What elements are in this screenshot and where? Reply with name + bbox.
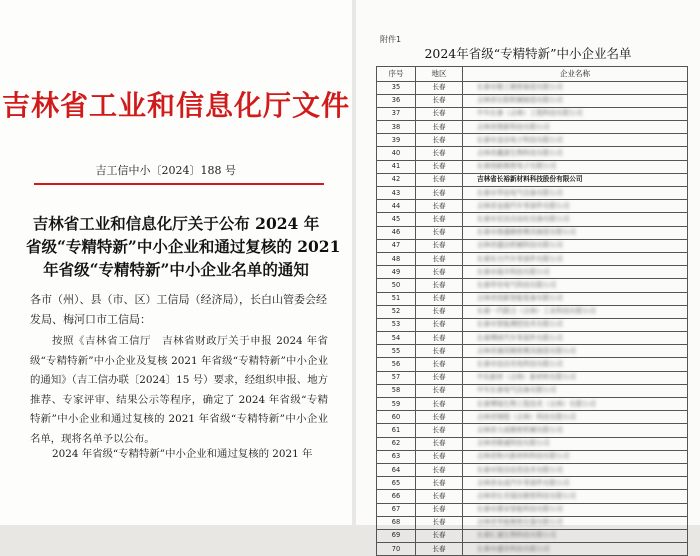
row-number [377, 213, 416, 226]
row-company-name [463, 160, 688, 173]
row-number [377, 200, 416, 213]
row-company-name-text: 长春市鼎盛精密模具制造有限公司 [477, 228, 576, 237]
body-paragraph: 按照《吉林省工信厅 吉林省财政厅关于申报 2024 年省级“专精特新”中小企业及复核 2021 年省级“专精特新”中小企业的通知》（吉工信办联〔2024〕15 号）要求，经组织申报、地方推荐、专家评审、结果公示等程序，确定了 2024 年省级“专精特新”中小企业和通过复核的 2021 年省级“专精特新”中小企业名单，现将名单予以公布。 [30, 335, 328, 445]
row-company-name [463, 213, 688, 226]
table-row [377, 490, 688, 503]
table-row [377, 411, 688, 424]
row-company-name [463, 490, 688, 503]
row-area [416, 411, 463, 424]
row-area-text: 长春 [432, 505, 446, 514]
row-number-text: 48 [391, 254, 401, 263]
row-company-name-text: 长春市瑞丰科技有限公司 [477, 267, 550, 276]
row-company-name-text: 长春市智能测控技术有限公司 [477, 320, 563, 329]
row-area-text: 长春 [432, 214, 446, 223]
row-number-text: 68 [391, 518, 401, 527]
row-number-text: 62 [391, 439, 401, 448]
row-company-name [463, 371, 688, 384]
row-area [416, 81, 463, 94]
row-number-text: 42 [391, 175, 401, 184]
table-row [377, 371, 688, 384]
row-number-text: 41 [391, 162, 401, 171]
table-row [377, 516, 688, 529]
row-number-text: 61 [391, 425, 401, 434]
title-line: 省级“专精特新”中小企业和通过复核的 2021 [26, 237, 341, 256]
row-company-name [463, 147, 688, 160]
row-area [416, 187, 463, 200]
row-number [377, 543, 416, 556]
row-area-text: 长春 [432, 425, 446, 434]
row-area [416, 345, 463, 358]
row-area-text: 长春 [432, 294, 446, 303]
row-company-name-text: 长春市精工精密制造有限公司 [477, 83, 563, 92]
row-number [377, 279, 416, 292]
table-row [377, 213, 688, 226]
row-area-text: 长春 [432, 478, 446, 487]
row-company-name-text: 吉林省鑫源生物科技有限公司 [477, 149, 563, 158]
table-row [377, 173, 688, 186]
row-company-name [463, 187, 688, 200]
row-company-name-text: 长春华安电气科技有限公司 [477, 280, 557, 289]
row-number [377, 147, 416, 160]
row-company-name-text: 吉林省永成汽车零部件有限公司 [477, 478, 570, 487]
row-area [416, 305, 463, 318]
table-row [377, 358, 688, 371]
row-company-name [463, 463, 688, 476]
row-area [416, 543, 463, 556]
row-number [377, 134, 416, 147]
row-number-text: 55 [391, 346, 401, 355]
row-number-text: 37 [391, 109, 401, 118]
row-company-name-text: 吉林省长阳机械制造有限公司 [477, 96, 563, 105]
row-company-name-text: 长春博研汽车零部件有限公司 [477, 333, 563, 342]
row-number [377, 503, 416, 516]
row-area-text: 长春 [432, 135, 446, 144]
row-company-name-text: 长春博瑞生物工程技术（吉林）有限公司 [477, 399, 596, 408]
title-line: 年省级“专精特新”中小企业名单的通知 [43, 260, 309, 279]
table-row [377, 292, 688, 305]
row-number [377, 345, 416, 358]
table-row [377, 239, 688, 252]
row-number-text: 69 [391, 531, 401, 540]
row-company-name-text: 吉林省精诚科技有限公司 [477, 439, 550, 448]
row-area [416, 318, 463, 331]
row-company-name [463, 332, 688, 345]
table-row [377, 543, 688, 556]
row-area [416, 529, 463, 542]
row-number-text: 53 [391, 320, 401, 329]
row-company-name [463, 107, 688, 120]
row-area [416, 477, 463, 490]
row-area [416, 490, 463, 503]
table-row [377, 147, 688, 160]
document-title [26, 212, 341, 281]
row-company-name [463, 450, 688, 463]
row-number [377, 450, 416, 463]
row-area [416, 160, 463, 173]
row-area-text: 长春 [432, 360, 446, 369]
row-number [377, 529, 416, 542]
row-company-name [463, 516, 688, 529]
row-area-text: 长春 [432, 307, 446, 316]
table-row [377, 437, 688, 450]
row-company-name-text: 长春市信达光电科技有限公司 [477, 360, 563, 369]
row-company-name [463, 503, 688, 516]
row-company-name-text: 长春市华信电气设备有限公司 [477, 188, 563, 197]
row-area [416, 252, 463, 265]
row-company-name [463, 266, 688, 279]
row-company-name [463, 121, 688, 134]
row-area-text: 长春 [432, 386, 446, 395]
table-row [377, 384, 688, 397]
table-row [377, 318, 688, 331]
row-area [416, 503, 463, 516]
row-area-text: 长春 [432, 254, 446, 263]
column-header-area: 地区 [416, 67, 463, 82]
table-row [377, 424, 688, 437]
row-number [377, 292, 416, 305]
row-company-name [463, 226, 688, 239]
row-company-name-text: 长春创新精密电子有限公司 [477, 162, 557, 171]
list-page [356, 0, 700, 553]
row-area [416, 200, 463, 213]
row-number-text: 46 [391, 228, 401, 237]
row-area [416, 424, 463, 437]
row-number [377, 226, 416, 239]
row-number-text: 35 [391, 83, 401, 92]
list-title: 2024年省级“专精特新”中小企业名单 [424, 46, 632, 61]
row-area-text: 长春 [432, 162, 446, 171]
row-area-text: 长春 [432, 83, 446, 92]
row-company-name [463, 358, 688, 371]
table-row [377, 345, 688, 358]
table-row [377, 121, 688, 134]
row-number-text: 67 [391, 505, 401, 514]
row-company-name-text: 吉林省华能精密仪器有限公司 [477, 518, 563, 527]
row-number-text: 51 [391, 294, 401, 303]
row-area [416, 437, 463, 450]
row-number-text: 60 [391, 412, 401, 421]
row-company-name [463, 292, 688, 305]
enterprise-table [376, 66, 688, 556]
row-number-text: 52 [391, 307, 401, 316]
row-area-text: 长春 [432, 399, 446, 408]
row-area [416, 226, 463, 239]
row-company-name-text: 吉林省盛达机械科技有限公司 [477, 241, 563, 250]
row-number [377, 477, 416, 490]
row-area-text: 长春 [432, 320, 446, 329]
table-body [377, 81, 688, 556]
row-number-text: 47 [391, 241, 401, 250]
table-row [377, 252, 688, 265]
row-area-text: 长春 [432, 267, 446, 276]
row-company-name-text: 吉林省创新智能装备有限公司 [477, 294, 563, 303]
row-company-name [463, 305, 688, 318]
row-number [377, 398, 416, 411]
row-area [416, 292, 463, 305]
row-company-name-text: 中车长春电气设备有限公司 [477, 386, 557, 395]
row-area-text: 长春 [432, 96, 446, 105]
row-company-name-text: 长春市建业智能科技有限公司 [477, 505, 563, 514]
row-area-text: 长春 [432, 465, 446, 474]
row-company-name-text: 中车长春（吉林）工程科技有限公司 [477, 109, 583, 118]
row-company-name [463, 384, 688, 397]
red-divider [34, 183, 324, 185]
row-company-name-text: 吉林省金源汽车零部件有限公司 [477, 201, 570, 210]
row-area [416, 121, 463, 134]
row-number-text: 43 [391, 188, 401, 197]
row-number [377, 437, 416, 450]
row-company-name-text: 长春市宏达自动化设备有限公司 [477, 214, 570, 223]
table-row [377, 226, 688, 239]
row-area-text: 长春 [432, 333, 446, 342]
row-number [377, 490, 416, 503]
row-number [377, 252, 416, 265]
row-area-text: 长春 [432, 175, 446, 184]
body-paragraph-2: 2024 年省级“专精特新”中小企业和通过复核的 2021 年 [52, 448, 313, 460]
table-row [377, 398, 688, 411]
row-company-name-text: 长春市盛世科技有限公司 [477, 544, 550, 553]
row-number-text: 56 [391, 360, 401, 369]
table-row [377, 134, 688, 147]
row-number [377, 160, 416, 173]
row-area-text: 长春 [432, 531, 446, 540]
row-area-text: 长春 [432, 188, 446, 197]
row-company-name-text: 长春东方汽车零部件有限公司 [477, 254, 563, 263]
row-number-text: 45 [391, 214, 401, 223]
table-row [377, 529, 688, 542]
table-row [377, 332, 688, 345]
row-company-name [463, 81, 688, 94]
row-number-text: 44 [391, 201, 401, 210]
row-number-text: 36 [391, 96, 401, 105]
row-number-text: 64 [391, 465, 401, 474]
table-row [377, 107, 688, 120]
row-company-name-text: 吉林省长裕新材料科技股份有限公司 [477, 175, 583, 184]
table-row [377, 266, 688, 279]
row-company-name [463, 318, 688, 331]
row-area [416, 134, 463, 147]
row-number [377, 318, 416, 331]
table-row [377, 94, 688, 107]
row-company-name [463, 134, 688, 147]
row-company-name [463, 279, 688, 292]
table-row [377, 187, 688, 200]
row-number [377, 266, 416, 279]
row-area-text: 长春 [432, 109, 446, 118]
row-area [416, 358, 463, 371]
row-area-text: 长春 [432, 346, 446, 355]
title-line: 吉林省工业和信息化厅关于公布 2024 年 [32, 214, 320, 233]
row-number-text: 59 [391, 399, 401, 408]
row-company-name [463, 239, 688, 252]
row-area-text: 长春 [432, 201, 446, 210]
row-number-text: 39 [391, 135, 401, 144]
row-company-name-text: 长春汇通生物科技有限公司 [477, 531, 557, 540]
row-area [416, 94, 463, 107]
row-company-name [463, 252, 688, 265]
row-number [377, 463, 416, 476]
row-number [377, 411, 416, 424]
row-number-text: 40 [391, 149, 401, 158]
row-area [416, 279, 463, 292]
row-area-text: 长春 [432, 412, 446, 421]
row-company-name [463, 437, 688, 450]
row-company-name-text: 中东新材（吉林）新材料有限公司 [477, 373, 576, 382]
row-number [377, 358, 416, 371]
notice-page [0, 0, 352, 525]
row-number-text: 58 [391, 386, 401, 395]
row-area [416, 147, 463, 160]
row-number-text: 54 [391, 333, 401, 342]
row-area [416, 239, 463, 252]
row-area-text: 长春 [432, 373, 446, 382]
row-area [416, 398, 463, 411]
row-company-name [463, 477, 688, 490]
row-company-name-text: 长春市金达电子科技有限公司 [477, 135, 563, 144]
row-number [377, 107, 416, 120]
row-company-name-text: 吉林省长光瑞达精密科技有限公司 [477, 491, 576, 500]
column-header-name: 企业名称 [463, 67, 688, 82]
row-company-name [463, 94, 688, 107]
row-number [377, 371, 416, 384]
row-number-text: 65 [391, 478, 401, 487]
table-header-row [377, 67, 688, 82]
row-area [416, 463, 463, 476]
table-row [377, 477, 688, 490]
row-company-name [463, 345, 688, 358]
row-area-text: 长春 [432, 241, 446, 250]
row-area [416, 173, 463, 186]
row-company-name [463, 200, 688, 213]
row-area-text: 长春 [432, 452, 446, 461]
row-area-text: 长春 [432, 439, 446, 448]
row-number [377, 424, 416, 437]
row-company-name-text: 吉林省大成精密机械有限公司 [477, 425, 563, 434]
row-number-text: 38 [391, 122, 401, 131]
row-area [416, 266, 463, 279]
row-area-text: 长春 [432, 518, 446, 527]
row-area-text: 长春 [432, 149, 446, 158]
row-area [416, 450, 463, 463]
row-number-text: 49 [391, 267, 401, 276]
table-row [377, 81, 688, 94]
row-company-name-text: 吉林省和兴新材料科技有限公司 [477, 452, 570, 461]
row-number-text: 70 [391, 544, 401, 553]
table-row [377, 450, 688, 463]
row-company-name [463, 173, 688, 186]
document-header: 吉林省工业和信息化厅文件 [1, 89, 350, 122]
row-company-name [463, 424, 688, 437]
table-row [377, 200, 688, 213]
row-number [377, 81, 416, 94]
row-number-text: 50 [391, 280, 401, 289]
table-row [377, 463, 688, 476]
row-company-name-text: 长春一汽联合（吉林）工业科技有限公司 [477, 307, 596, 316]
row-area-text: 长春 [432, 280, 446, 289]
table-row [377, 160, 688, 173]
row-company-name [463, 398, 688, 411]
row-area [416, 332, 463, 345]
row-area [416, 107, 463, 120]
row-company-name [463, 529, 688, 542]
row-area [416, 516, 463, 529]
column-header-number: 序号 [377, 67, 416, 82]
row-number-text: 63 [391, 452, 401, 461]
table-row [377, 279, 688, 292]
addressee: 各市（州）、县（市、区）工信局（经济局），长白山管委会经发局、梅河口市工信局： [30, 293, 327, 326]
row-number [377, 305, 416, 318]
row-company-name-text: 吉林省通用精密模具制造有限公司 [477, 346, 576, 355]
row-area-text: 长春 [432, 228, 446, 237]
row-company-name [463, 543, 688, 556]
row-number [377, 384, 416, 397]
row-area [416, 371, 463, 384]
row-number [377, 516, 416, 529]
row-company-name-text: 吉林省鼎新科技有限公司 [477, 122, 550, 131]
row-company-name-text: 吉林省锦程（吉林）科技有限公司 [477, 412, 576, 421]
annex-label: 附件1 [380, 35, 402, 44]
row-company-name-text: 长春市锐达信息技术有限公司 [477, 465, 563, 474]
row-number [377, 173, 416, 186]
row-number [377, 187, 416, 200]
row-number-text: 57 [391, 373, 401, 382]
row-number [377, 332, 416, 345]
row-number [377, 239, 416, 252]
row-number-text: 66 [391, 491, 401, 500]
row-area-text: 长春 [432, 544, 446, 553]
table-row [377, 503, 688, 516]
row-area [416, 213, 463, 226]
row-area-text: 长春 [432, 491, 446, 500]
row-area-text: 长春 [432, 122, 446, 131]
table-row [377, 305, 688, 318]
row-area [416, 384, 463, 397]
row-number [377, 94, 416, 107]
document-number: 吉工信中小〔2024〕188 号 [95, 164, 236, 177]
row-number [377, 121, 416, 134]
row-company-name [463, 411, 688, 424]
